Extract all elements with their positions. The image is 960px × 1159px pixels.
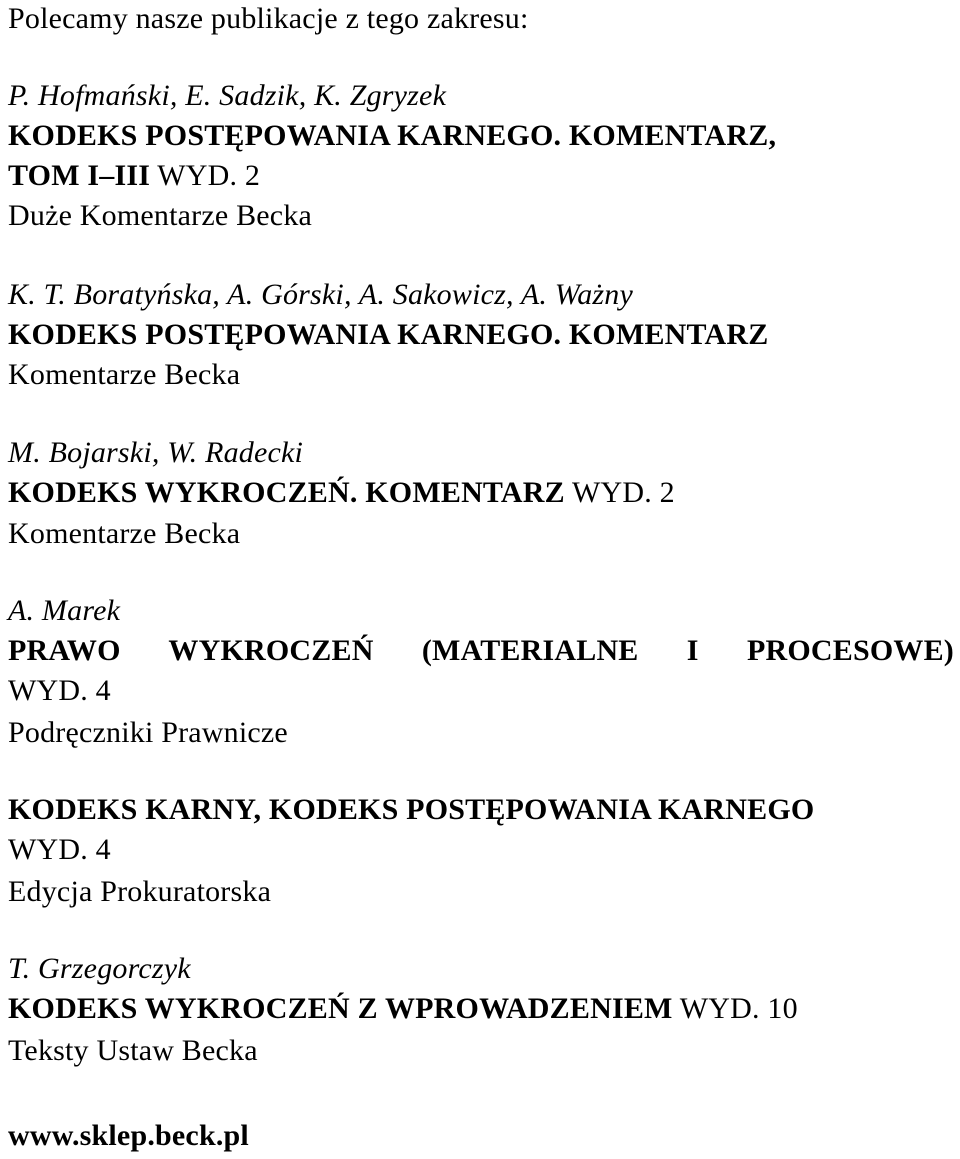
book-1-edition: WYD. 2 (150, 159, 261, 192)
book-3-title-line (8, 476, 675, 510)
book-1-series: Duże Komentarze Becka (8, 199, 313, 232)
book-1-authors: P. Hofmański, E. Sadzik, K. Zgryzek (8, 79, 447, 112)
book-3-authors: M. Bojarski, W. Radecki (8, 436, 304, 469)
book-6-authors: T. Grzegorczyk (8, 952, 191, 985)
book-3-edition: WYD. 2 (564, 476, 675, 509)
store-website-link[interactable]: www.sklep.beck.pl (8, 1119, 249, 1152)
book-1-title: KODEKS POSTĘPOWANIA KARNEGO. KOMENTARZ, (8, 119, 777, 152)
book-2-authors: K. T. Boratyńska, A. Górski, A. Sakowicz, A. Ważny (8, 278, 633, 311)
book-4-authors: A. Marek (8, 594, 121, 627)
book-4-edition: WYD. 4 (8, 674, 111, 707)
book-2-series: Komentarze Becka (8, 358, 241, 391)
book-5-series: Edycja Prokuratorska (8, 875, 272, 908)
book-4-title: PRAWO WYKROCZEŃ (MATERIALNE I PROCESOWE) (8, 634, 954, 667)
book-3-title: KODEKS WYKROCZEŃ. KOMENTARZ (8, 476, 565, 509)
book-6-title-line (8, 992, 798, 1026)
book-6-title: KODEKS WYKROCZEŃ Z WPROWADZENIEM (8, 992, 673, 1025)
book-5-edition: WYD. 4 (8, 833, 111, 866)
book-6-edition: WYD. 10 (672, 992, 798, 1025)
book-4-series: Podręczniki Prawnicze (8, 716, 288, 749)
book-6-series: Teksty Ustaw Becka (8, 1034, 258, 1067)
book-1-volumes: TOM I–III (8, 159, 151, 192)
book-3-series: Komentarze Becka (8, 517, 241, 550)
page-heading: Polecamy nasze publikacje z tego zakresu: (8, 2, 529, 35)
book-1-title-continued (8, 159, 260, 193)
book-2-title: KODEKS POSTĘPOWANIA KARNEGO. KOMENTARZ (8, 318, 769, 351)
book-5-title: KODEKS KARNY, KODEKS POSTĘPOWANIA KARNEGO (8, 793, 815, 826)
